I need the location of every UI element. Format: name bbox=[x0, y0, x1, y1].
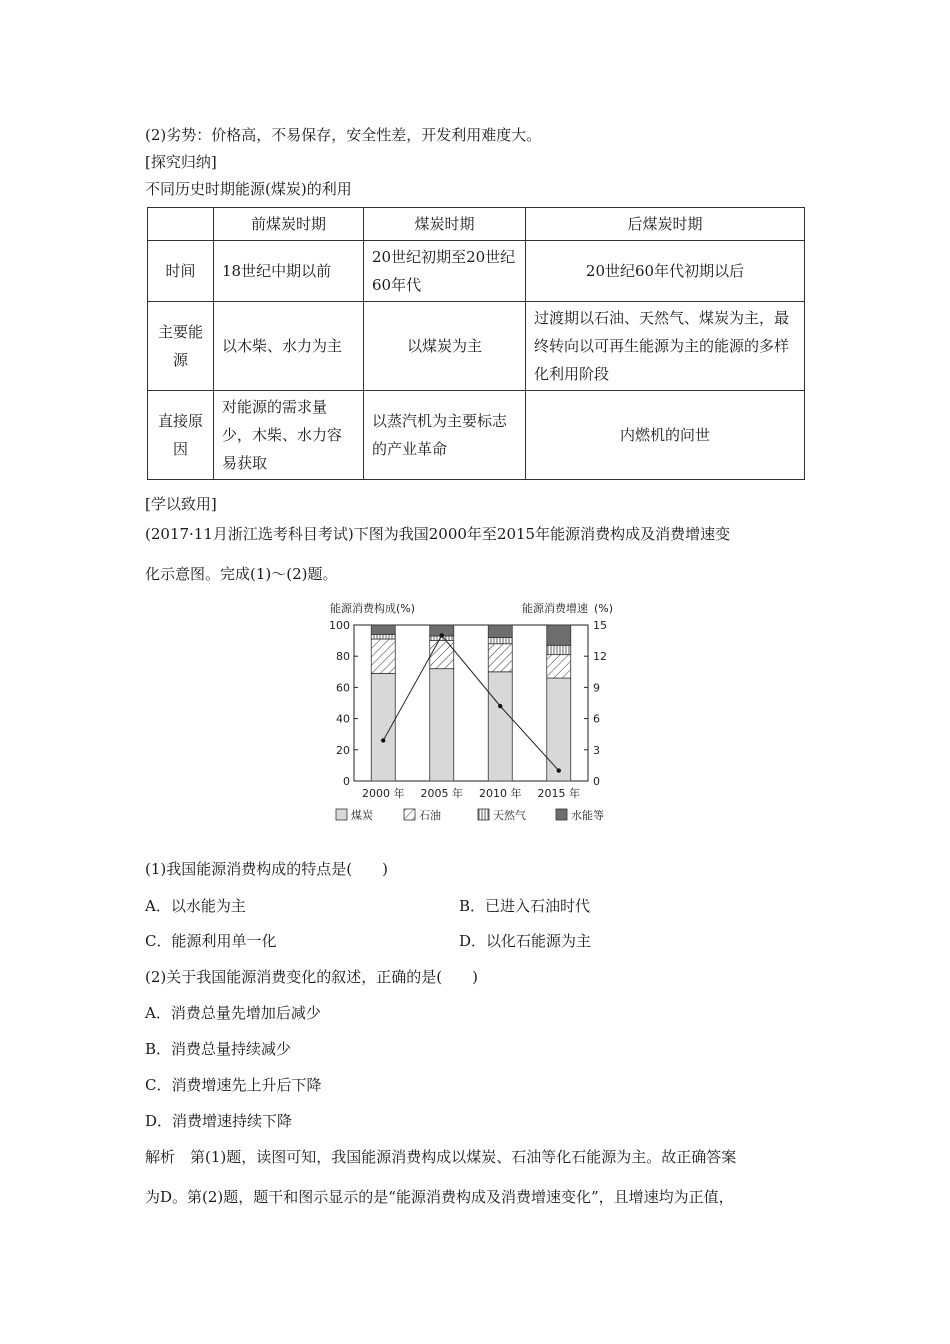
bar-segment bbox=[488, 637, 512, 643]
bar-segment bbox=[371, 625, 395, 634]
legend-swatch bbox=[478, 809, 489, 820]
row-label: 直接原因 bbox=[148, 391, 214, 480]
growth-rate-point bbox=[381, 738, 385, 742]
energy-chart bbox=[328, 598, 628, 830]
table-row bbox=[148, 391, 805, 480]
q1-option-b: B．已进入石油时代 bbox=[459, 897, 591, 915]
q1-option-c: C．能源利用单一化 bbox=[145, 932, 277, 950]
legend-label: 煤炭 bbox=[351, 809, 373, 822]
left-tick-label: 0 bbox=[343, 775, 350, 788]
table-header-pre-coal: 前煤炭时期 bbox=[214, 208, 364, 241]
table-cell: 以蒸汽机为主要标志的产业革命 bbox=[364, 391, 526, 480]
left-tick-label: 60 bbox=[336, 681, 350, 695]
chart-legend bbox=[336, 808, 604, 822]
question-intro-line1: (2017·11月浙江选考科目考试)下图为我国2000年至2015年能源消费构成及消费增速变 bbox=[145, 525, 731, 543]
table-cell: 20世纪60年代初期以后 bbox=[526, 241, 805, 302]
q2-option-d: D．消费增速持续下降 bbox=[145, 1112, 293, 1130]
table-header-post-coal: 后煤炭时期 bbox=[526, 208, 805, 241]
table-row bbox=[148, 302, 805, 391]
table-cell: 18世纪中期以前 bbox=[214, 241, 364, 302]
legend-label: 石油 bbox=[419, 809, 441, 822]
row-label: 时间 bbox=[148, 241, 214, 302]
right-tick-label: 3 bbox=[593, 743, 600, 757]
table-cell: 内燃机的问世 bbox=[526, 391, 805, 480]
table-header-coal: 煤炭时期 bbox=[364, 208, 526, 241]
bar-segment bbox=[371, 639, 395, 673]
q2-option-a: A．消费总量先增加后减少 bbox=[145, 1004, 321, 1022]
bar-segment bbox=[371, 673, 395, 781]
table-cell: 过渡期以石油、天然气、煤炭为主，最终转向以可再生能源为主的能源的多样化利用阶段 bbox=[526, 302, 805, 391]
plot-area bbox=[329, 619, 607, 800]
legend-swatch bbox=[404, 809, 415, 820]
bar-segment bbox=[488, 672, 512, 781]
bar-segment bbox=[371, 634, 395, 639]
growth-rate-line bbox=[383, 635, 559, 770]
analysis-line2: 为D。第(2)题，题干和图示显示的是“能源消费构成及消费增速变化”，且增速均为正值， bbox=[145, 1188, 734, 1206]
table-header-row bbox=[148, 208, 805, 241]
bar-segment bbox=[430, 669, 454, 781]
bar-segment bbox=[547, 645, 571, 654]
table-header-blank bbox=[148, 208, 214, 241]
analysis-line1: 解析 第(1)题，读图可知，我国能源消费构成以煤炭、石油等化石能源为主。故正确答案 bbox=[145, 1148, 737, 1166]
question-2: (2)关于我国能源消费变化的叙述，正确的是( ) bbox=[145, 968, 478, 986]
right-axis-title: 能源消费增速 bbox=[522, 602, 588, 615]
table-cell: 以煤炭为主 bbox=[364, 302, 526, 391]
section-heading-summary: [探究归纳] bbox=[145, 153, 217, 171]
growth-rate-point bbox=[498, 704, 502, 708]
table-cell: 对能源的需求量少，木柴、水力容易获取 bbox=[214, 391, 364, 480]
x-tick-label: 2010 年 bbox=[479, 787, 522, 800]
bar-segment bbox=[488, 644, 512, 672]
legend-label: 水能等 bbox=[571, 809, 604, 822]
right-tick-label: 12 bbox=[593, 650, 607, 664]
legend-swatch bbox=[556, 809, 567, 820]
table-title: 不同历史时期能源(煤炭)的利用 bbox=[145, 180, 352, 198]
right-tick-label: 6 bbox=[593, 712, 600, 726]
q2-option-c: C．消费增速先上升后下降 bbox=[145, 1076, 322, 1094]
table-cell: 20世纪初期至20世纪60年代 bbox=[364, 241, 526, 302]
table-row bbox=[148, 241, 805, 302]
left-tick-label: 20 bbox=[336, 743, 350, 757]
question-intro-line2: 化示意图。完成(1)～(2)题。 bbox=[145, 565, 338, 583]
q1-option-a: A．以水能为主 bbox=[145, 897, 246, 915]
bar-segment bbox=[488, 625, 512, 637]
x-tick-label: 2005 年 bbox=[420, 787, 463, 800]
bar-segment bbox=[547, 625, 571, 645]
row-label: 主要能源 bbox=[148, 302, 214, 391]
history-table bbox=[147, 207, 805, 480]
bar-segment bbox=[547, 655, 571, 678]
left-tick-label: 100 bbox=[329, 619, 350, 632]
bar-segment bbox=[547, 678, 571, 781]
left-tick-label: 40 bbox=[336, 712, 350, 726]
right-tick-label: 15 bbox=[593, 619, 607, 632]
left-tick-label: 80 bbox=[336, 650, 350, 664]
question-1: (1)我国能源消费构成的特点是( ) bbox=[145, 860, 388, 878]
x-tick-label: 2000 年 bbox=[362, 787, 405, 800]
left-axis-title: 能源消费构成 bbox=[330, 602, 396, 615]
intro-text: (2)劣势：价格高，不易保存，安全性差，开发利用难度大。 bbox=[145, 126, 542, 144]
q1-option-d: D．以化石能源为主 bbox=[459, 932, 592, 950]
left-axis-unit: (%) bbox=[396, 602, 416, 615]
q2-option-b: B．消费总量持续减少 bbox=[145, 1040, 292, 1058]
right-tick-label: 9 bbox=[593, 681, 600, 695]
right-tick-label: 0 bbox=[593, 775, 600, 788]
growth-rate-point bbox=[557, 768, 561, 772]
legend-swatch bbox=[336, 809, 347, 820]
growth-rate-point bbox=[440, 633, 444, 637]
legend-label: 天然气 bbox=[493, 809, 526, 822]
section-heading-apply: [学以致用] bbox=[145, 495, 217, 513]
x-tick-label: 2015 年 bbox=[537, 787, 580, 800]
right-axis-unit: (%) bbox=[594, 602, 614, 615]
table-cell: 以木柴、水力为主 bbox=[214, 302, 364, 391]
